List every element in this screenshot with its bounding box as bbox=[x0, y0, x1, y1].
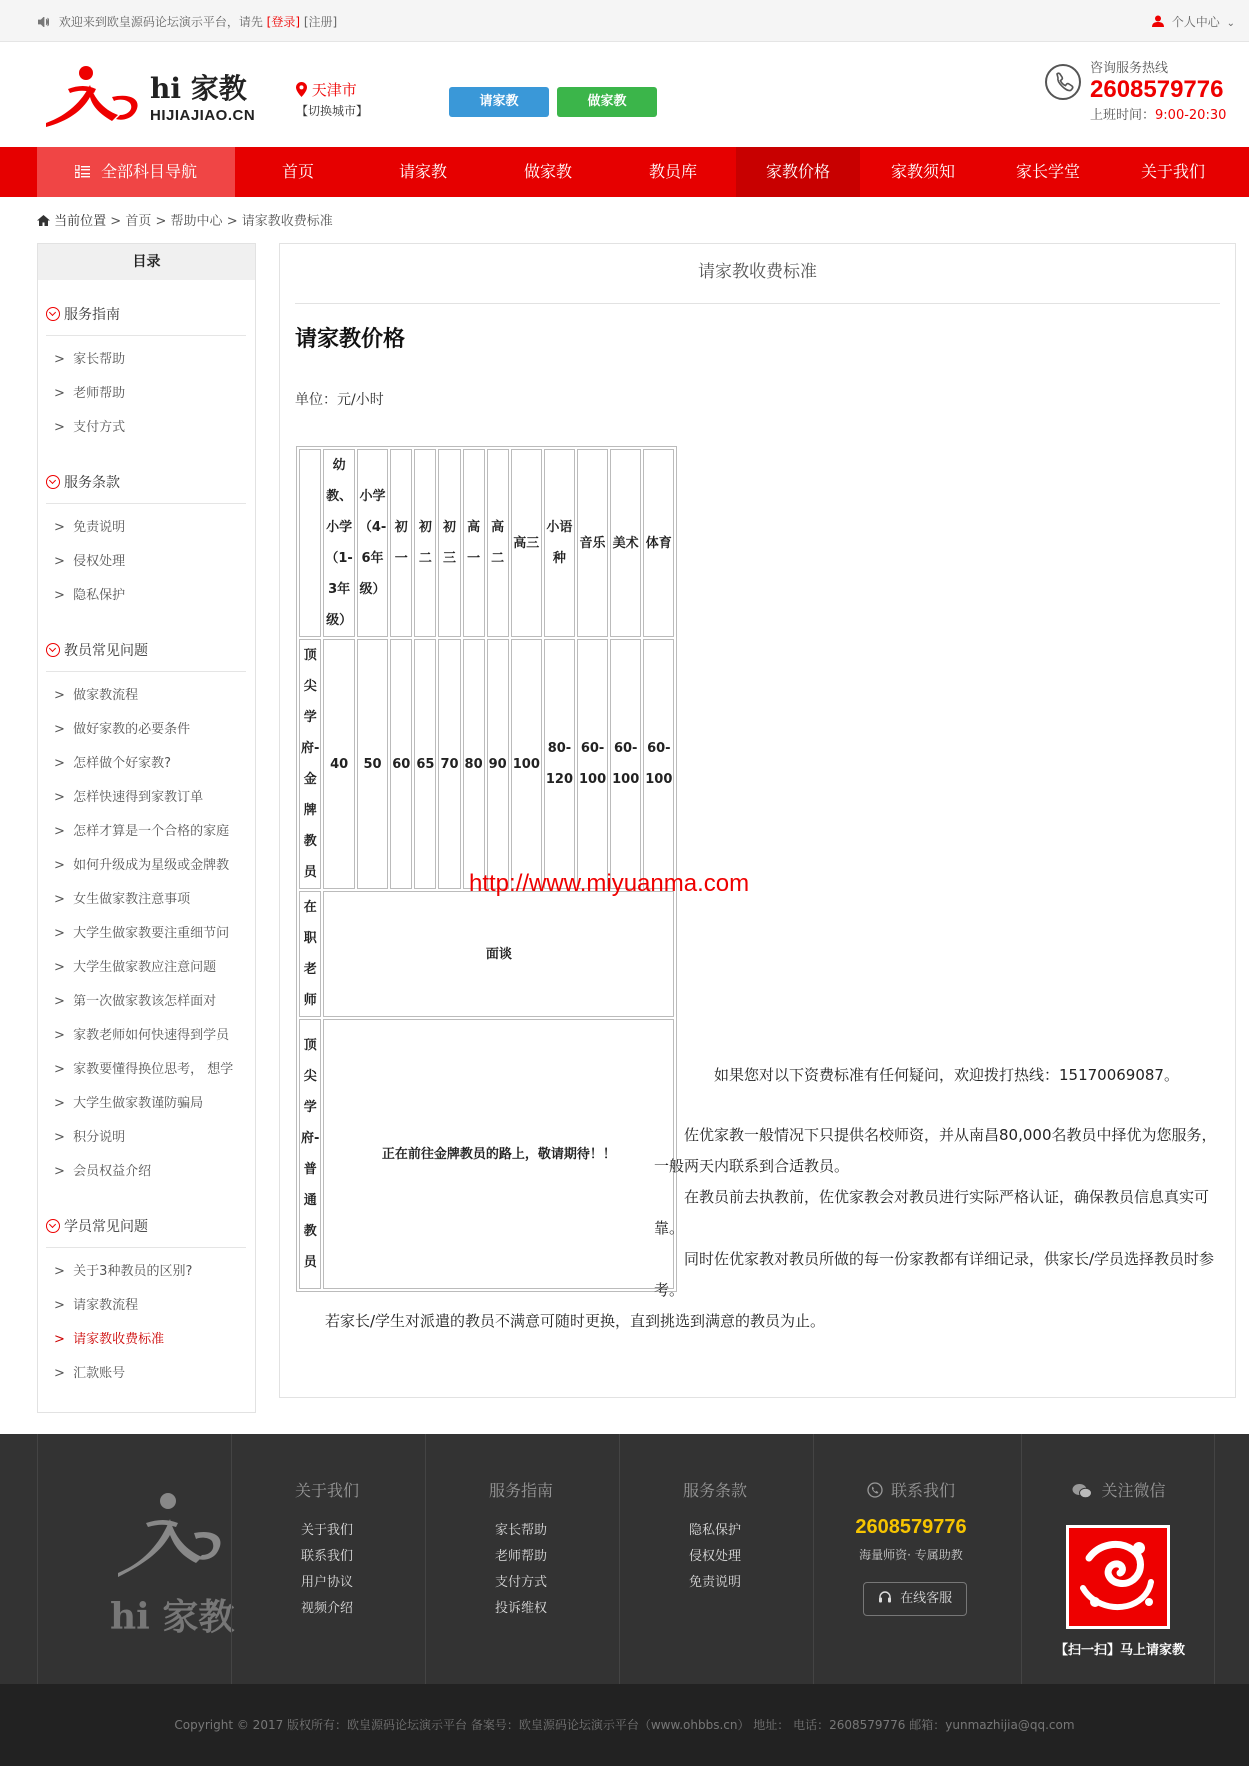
table-header-cell: 体育 bbox=[643, 449, 674, 637]
table-cell: 65 bbox=[414, 639, 436, 889]
paragraph-3 bbox=[654, 1244, 1224, 1306]
footer-phone-sub: 海量师资· 专属助教 bbox=[859, 1548, 963, 1562]
user-center-menu[interactable] bbox=[1152, 13, 1235, 30]
sidebar-title: 目录 bbox=[38, 244, 255, 280]
nav-item-become-tutor[interactable]: 做家教 bbox=[523, 162, 572, 181]
phone-circle-icon bbox=[867, 1482, 883, 1498]
sidebar-item-label: 怎样才算是一个合格的家庭 bbox=[73, 824, 230, 839]
nav-item-parent-school[interactable]: 家长学堂 bbox=[1015, 162, 1080, 181]
table-cell: 40 bbox=[323, 639, 354, 889]
price-heading: 请家教价格 bbox=[295, 327, 406, 352]
contact-paragraph bbox=[684, 1060, 1224, 1091]
current-city bbox=[296, 79, 368, 100]
sidebar-section-student-faq[interactable] bbox=[46, 1216, 148, 1236]
footer-link-video[interactable]: 视频介绍 bbox=[300, 1601, 353, 1616]
table-cell: 100 bbox=[511, 639, 542, 889]
sidebar-item-label: 家教要懂得换位思考， 想学 bbox=[73, 1062, 234, 1077]
sidebar-item-label: 做好家教的必要条件 bbox=[73, 722, 191, 737]
table-row bbox=[299, 891, 674, 1017]
table-row-label: 顶尖学府-普通教员 bbox=[299, 1019, 321, 1289]
sidebar-item-points[interactable]: > 积分说明 bbox=[54, 1130, 126, 1145]
sidebar-section-tutor-faq[interactable] bbox=[46, 640, 148, 660]
table-header-cell: 初三 bbox=[438, 449, 460, 637]
table-row-label: 在职老师 bbox=[299, 891, 321, 1017]
sidebar-item-teacher-help[interactable]: > 老师帮助 bbox=[54, 386, 126, 401]
table-cell: 70 bbox=[438, 639, 460, 889]
switch-city-link[interactable]: 【切换城市】 bbox=[296, 104, 369, 118]
paragraph-text: 同时佐优家教对教员所做的每一份家教都有详细记录，供家长/学员选择教员时参考。 bbox=[654, 1250, 1215, 1299]
all-subjects-nav[interactable] bbox=[37, 147, 235, 197]
divider bbox=[295, 303, 1220, 304]
paragraph-text: 如果您对以下资费标准有任何疑问，欢迎拨打热线：15170069087。 bbox=[714, 1066, 1179, 1084]
all-subjects-label: 全部科目导航 bbox=[101, 162, 198, 181]
chevron-circle-icon bbox=[46, 1219, 60, 1233]
section-title: 服务指南 bbox=[64, 307, 120, 323]
table-cell: 60-100 bbox=[577, 639, 608, 889]
wechat-icon bbox=[1072, 1483, 1092, 1499]
sidebar-item-fee-standard[interactable]: > 请家教收费标准 bbox=[54, 1332, 165, 1347]
table-header-row bbox=[299, 449, 674, 637]
sidebar-item-label: 家长帮助 bbox=[73, 352, 126, 367]
sidebar-item-label: 大学生做家教谨防骗局 bbox=[73, 1096, 204, 1111]
table-row bbox=[299, 639, 674, 889]
footer-link-privacy[interactable]: 隐私保护 bbox=[688, 1523, 741, 1538]
breadcrumb bbox=[37, 210, 333, 229]
logo-mark-icon bbox=[106, 1489, 226, 1579]
table-header-cell: 高一 bbox=[463, 449, 485, 637]
divider bbox=[46, 335, 246, 336]
top-bar bbox=[0, 0, 1249, 42]
breadcrumb-home[interactable]: 首页 bbox=[125, 214, 152, 229]
section-title: 服务条款 bbox=[64, 475, 120, 491]
register-link[interactable]: [注册] bbox=[303, 15, 338, 29]
table-cell: 60-100 bbox=[643, 639, 674, 889]
table-cell: 80-120 bbox=[544, 639, 575, 889]
table-header-cell: 高三 bbox=[511, 449, 542, 637]
sidebar-item-label: 侵权处理 bbox=[73, 554, 126, 569]
sidebar-item-label: 请家教收费标准 bbox=[73, 1332, 165, 1347]
location-pin-icon bbox=[296, 82, 307, 97]
footer-col-about bbox=[231, 1434, 425, 1684]
table-cell: 60-100 bbox=[610, 639, 641, 889]
sidebar-item-label: 隐私保护 bbox=[73, 588, 126, 603]
sidebar-item-label: 女生做家教注意事项 bbox=[73, 892, 191, 907]
table-header-cell: 小学（4-6年级） bbox=[357, 449, 388, 637]
chevron-circle-icon bbox=[46, 643, 60, 657]
footer-link-about[interactable]: 关于我们 bbox=[300, 1523, 353, 1538]
sidebar-item-get-orders[interactable]: > 怎样快速得到家教订单 bbox=[54, 790, 204, 805]
site-header bbox=[0, 43, 1249, 147]
sidebar-item-tutor-types[interactable]: > 关于3种教员的区别? bbox=[54, 1264, 193, 1279]
breadcrumb-current: 请家教收费标准 bbox=[241, 214, 333, 229]
price-unit: 单位：元/小时 bbox=[295, 392, 384, 408]
table-corner-cell bbox=[299, 449, 321, 637]
city-selector[interactable] bbox=[296, 79, 368, 119]
qr-pattern-icon bbox=[1069, 1528, 1167, 1626]
copyright-bar bbox=[0, 1684, 1249, 1766]
sidebar-item-label: 积分说明 bbox=[73, 1130, 126, 1145]
sidebar-item-disclaimer[interactable]: > 免责说明 bbox=[54, 520, 126, 535]
hotline-number: 2608579776 bbox=[1090, 76, 1224, 103]
footer-col-title: 服务指南 bbox=[488, 1481, 553, 1500]
table-cell: 50 bbox=[357, 639, 388, 889]
paragraph-4 bbox=[295, 1306, 1225, 1337]
table-header-cell: 美术 bbox=[610, 449, 641, 637]
footer-link-complaint[interactable]: 投诉维权 bbox=[494, 1601, 547, 1616]
sidebar-item-qualified[interactable]: > 怎样才算是一个合格的家庭 bbox=[54, 824, 230, 839]
footer-col-title: 服务条款 bbox=[682, 1481, 747, 1500]
welcome-area bbox=[38, 13, 337, 30]
footer-col-terms bbox=[619, 1434, 813, 1684]
table-header-cell: 初二 bbox=[414, 449, 436, 637]
table-row-label: 顶尖学府-金牌教员 bbox=[299, 639, 321, 889]
sidebar-item-label: 做家教流程 bbox=[73, 688, 139, 703]
sidebar-item-details[interactable]: > 大学生做家教要注重细节问 bbox=[54, 926, 230, 941]
logo-title: hi 家教 bbox=[150, 72, 247, 105]
footer-wechat-title bbox=[1022, 1478, 1216, 1501]
online-service-button[interactable] bbox=[863, 1582, 967, 1616]
sidebar-item-privacy[interactable]: > 隐私保护 bbox=[54, 588, 126, 603]
table-cell: 60 bbox=[390, 639, 412, 889]
city-name: 天津市 bbox=[311, 81, 357, 99]
sidebar-item-label: 如何升级成为星级或金牌教 bbox=[73, 858, 230, 873]
sidebar-item-get-students[interactable]: > 家教老师如何快速得到学员 bbox=[54, 1028, 230, 1043]
sidebar-item-good-tutor[interactable]: > 怎样做个好家教? bbox=[54, 756, 172, 771]
price-table bbox=[296, 446, 677, 1292]
sidebar-item-label: 支付方式 bbox=[73, 420, 126, 435]
sidebar-item-label: 老师帮助 bbox=[73, 386, 126, 401]
footer-col-title: 关注微信 bbox=[1101, 1481, 1166, 1500]
sidebar-item-remittance[interactable]: > 汇款账号 bbox=[54, 1366, 126, 1381]
nav-item-home[interactable]: 首页 bbox=[281, 162, 314, 181]
logo-mark-icon bbox=[38, 63, 146, 131]
footer-link-contact[interactable]: 联系我们 bbox=[300, 1549, 353, 1564]
footer-logo-col bbox=[37, 1434, 235, 1684]
table-header-cell: 初一 bbox=[390, 449, 412, 637]
user-center-label: 个人中心 bbox=[1171, 15, 1220, 29]
breadcrumb-sep: > bbox=[110, 214, 122, 229]
sidebar-item-label: 关于3种教员的区别? bbox=[73, 1264, 193, 1279]
footer-logo-text: hi 家教 bbox=[110, 1596, 235, 1638]
sidebar-item-requirements[interactable]: > 做好家教的必要条件 bbox=[54, 722, 191, 737]
hotline-block bbox=[1090, 57, 1226, 123]
table-header-cell: 小语种 bbox=[544, 449, 575, 637]
table-cell: 90 bbox=[487, 639, 509, 889]
paragraph-1 bbox=[654, 1120, 1224, 1182]
footer-link-teacher-help[interactable]: 老师帮助 bbox=[494, 1549, 547, 1564]
sidebar-item-first-time[interactable]: > 第一次做家教该怎样面对 bbox=[54, 994, 217, 1009]
breadcrumb-sep: > bbox=[155, 214, 167, 229]
divider bbox=[46, 671, 246, 672]
article-panel bbox=[279, 243, 1236, 1398]
table-row bbox=[299, 1019, 674, 1289]
footer-link-payment[interactable]: 支付方式 bbox=[494, 1575, 547, 1590]
breadcrumb-label: 当前位置 bbox=[54, 214, 107, 229]
footer-link-agreement[interactable]: 用户协议 bbox=[300, 1575, 353, 1590]
sidebar-item-empathy[interactable]: > 家教要懂得换位思考， 想学 bbox=[54, 1062, 234, 1077]
phone-icon bbox=[1045, 64, 1081, 100]
welcome-text: 欢迎来到欧皇源码论坛演示平台，请先 bbox=[58, 15, 263, 29]
section-title: 教员常见问题 bbox=[64, 643, 148, 659]
user-icon bbox=[1152, 15, 1164, 27]
divider bbox=[46, 1247, 246, 1248]
wechat-qr-code bbox=[1066, 1525, 1170, 1629]
table-header-cell: 幼教、小学（1-3年级） bbox=[323, 449, 354, 637]
sidebar-item-scams[interactable]: > 大学生做家教谨防骗局 bbox=[54, 1096, 204, 1111]
sidebar-item-infringement[interactable]: > 侵权处理 bbox=[54, 554, 126, 569]
footer-link-infringement[interactable]: 侵权处理 bbox=[688, 1549, 741, 1564]
sidebar-item-label: 会员权益介绍 bbox=[73, 1164, 152, 1179]
sidebar-item-label: 怎样做个好家教? bbox=[73, 756, 172, 771]
footer-contact-title bbox=[814, 1478, 1008, 1501]
grid-list-icon bbox=[75, 165, 90, 178]
nav-item-tutor-library[interactable]: 教员库 bbox=[648, 162, 697, 181]
breadcrumb-help[interactable]: 帮助中心 bbox=[170, 214, 223, 229]
sidebar-item-label: 怎样快速得到家教订单 bbox=[73, 790, 204, 805]
sidebar-item-upgrade[interactable]: > 如何升级成为星级或金牌教 bbox=[54, 858, 230, 873]
sidebar-item-parent-help[interactable]: > 家长帮助 bbox=[54, 352, 126, 367]
footer-link-parent-help[interactable]: 家长帮助 bbox=[494, 1523, 547, 1538]
sidebar-section-terms[interactable] bbox=[46, 472, 120, 492]
headset-icon bbox=[878, 1590, 892, 1604]
table-cell-negotiable: 面谈 bbox=[323, 891, 674, 1017]
sidebar-item-label: 家教老师如何快速得到学员 bbox=[73, 1028, 230, 1043]
footer-col-title: 联系我们 bbox=[891, 1481, 956, 1500]
sidebar-item-member-benefits[interactable]: > 会员权益介绍 bbox=[54, 1164, 152, 1179]
sidebar-item-payment[interactable]: > 支付方式 bbox=[54, 420, 126, 435]
home-icon bbox=[37, 215, 50, 226]
sidebar-item-female-tips[interactable]: > 女生做家教注意事项 bbox=[54, 892, 191, 907]
paragraph-2 bbox=[654, 1182, 1224, 1244]
nav-item-notice[interactable]: 家教须知 bbox=[890, 162, 955, 181]
footer-col-title: 关于我们 bbox=[294, 1481, 359, 1500]
table-cell: 80 bbox=[463, 639, 485, 889]
watermark-url: http://www.miyuanma.com bbox=[469, 870, 750, 897]
sidebar-item-tutor-process[interactable]: > 做家教流程 bbox=[54, 688, 139, 703]
sidebar bbox=[37, 243, 256, 1413]
login-link[interactable]: [登录] bbox=[266, 15, 301, 29]
speaker-icon bbox=[38, 17, 49, 27]
site-logo[interactable] bbox=[38, 63, 260, 131]
sidebar-item-request-process[interactable]: > 请家教流程 bbox=[54, 1298, 139, 1313]
sidebar-item-label: 第一次做家教该怎样面对 bbox=[73, 994, 217, 1009]
paragraph-text: 若家长/学生对派遣的教员不满意可随时更换，直到挑选到满意的教员为止。 bbox=[325, 1312, 826, 1330]
divider bbox=[46, 503, 246, 504]
main-nav bbox=[0, 147, 1249, 197]
nav-item-request-tutor[interactable]: 请家教 bbox=[398, 162, 447, 181]
footer-link-disclaimer[interactable]: 免责说明 bbox=[688, 1575, 741, 1590]
sidebar-section-guide[interactable] bbox=[46, 304, 120, 324]
footer-col-guide bbox=[425, 1434, 619, 1684]
sidebar-item-label: 大学生做家教应注意问题 bbox=[73, 960, 217, 975]
sidebar-item-label: 免责说明 bbox=[73, 520, 126, 535]
nav-item-about[interactable]: 关于我们 bbox=[1140, 162, 1205, 181]
chevron-circle-icon bbox=[46, 475, 60, 489]
article-title: 请家教收费标准 bbox=[698, 262, 817, 282]
hotline-label: 咨询服务热线 bbox=[1090, 61, 1169, 76]
footer-phone: 2608579776 bbox=[855, 1516, 967, 1538]
hours-value: 9:00-20:30 bbox=[1155, 108, 1227, 123]
site-footer bbox=[0, 1434, 1249, 1684]
table-cell-coming: 正在前往金牌教员的路上，敬请期待！！ bbox=[323, 1019, 674, 1289]
nav-item-prices[interactable]: 家教价格 bbox=[736, 147, 860, 197]
copyright-text: Copyright © 2017 版权所有：欧皇源码论坛演示平台 备案号：欧皇源码论坛演示平台（www.ohbbs.cn） 地址： 电话：2608579776 邮箱：yunmazhijia@qq.com bbox=[174, 1718, 1075, 1732]
office-hours bbox=[1090, 104, 1226, 123]
section-title: 学员常见问题 bbox=[64, 1219, 148, 1235]
online-service-label: 在线客服 bbox=[900, 1591, 953, 1606]
paragraph-text: 在教员前去执教前，佐优家教会对教员进行实际严格认证，确保教员信息真实可靠。 bbox=[654, 1188, 1210, 1237]
table-header-cell: 高二 bbox=[487, 449, 509, 637]
become-tutor-button[interactable]: 做家教 bbox=[557, 87, 657, 117]
table-header-cell: 音乐 bbox=[577, 449, 608, 637]
sidebar-item-label: 汇款账号 bbox=[73, 1366, 126, 1381]
footer-col-contact bbox=[813, 1434, 1021, 1684]
request-tutor-button[interactable]: 请家教 bbox=[449, 87, 549, 117]
qr-caption: 【扫一扫】马上请家教 bbox=[1054, 1643, 1185, 1658]
sidebar-item-label: 请家教流程 bbox=[73, 1298, 139, 1313]
paragraph-text: 佐优家教一般情况下只提供名校师资，并从南昌80,000名教员中择优为您服务，一般两天内联系到合适教员。 bbox=[654, 1126, 1217, 1175]
hours-label: 上班时间： bbox=[1090, 108, 1156, 123]
logo-domain: HIJIAJIAO.CN bbox=[150, 107, 256, 124]
chevron-down-icon: ⌄ bbox=[1226, 18, 1235, 29]
sidebar-item-label: 大学生做家教要注重细节问 bbox=[73, 926, 230, 941]
breadcrumb-sep: > bbox=[226, 214, 238, 229]
chevron-circle-icon bbox=[46, 307, 60, 321]
sidebar-item-attention[interactable]: > 大学生做家教应注意问题 bbox=[54, 960, 217, 975]
